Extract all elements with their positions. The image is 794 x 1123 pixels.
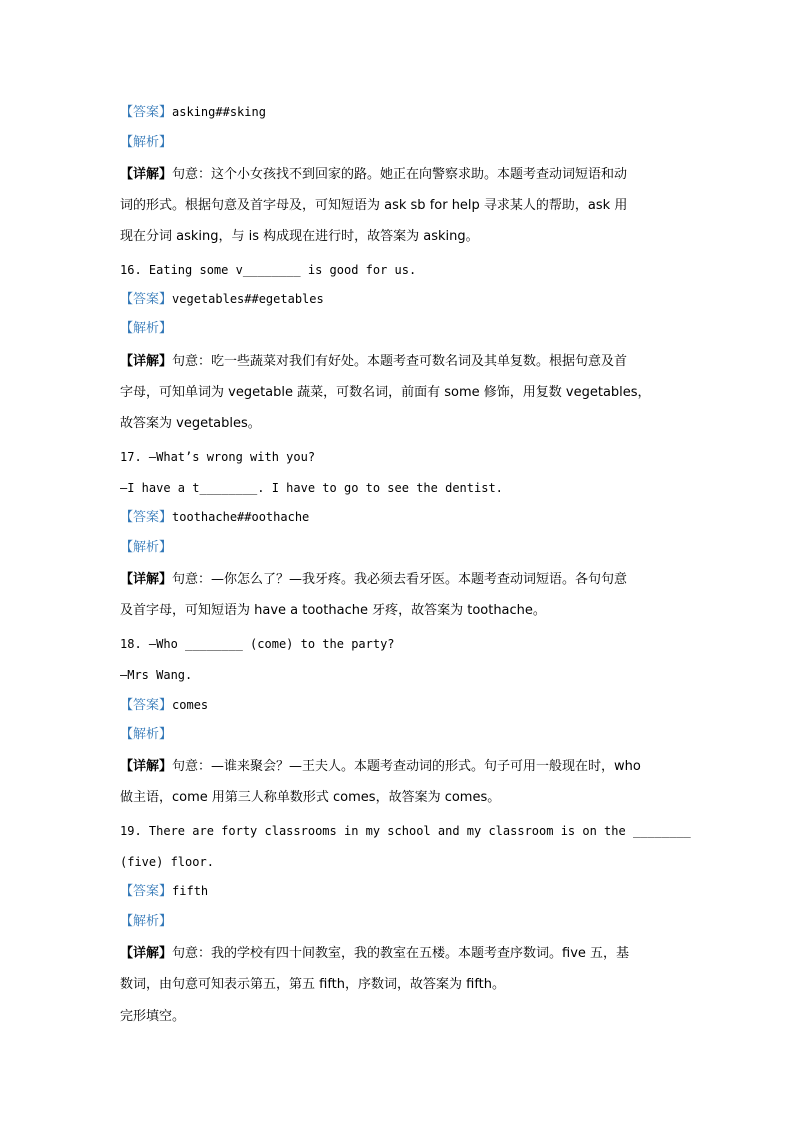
answer-label: 【答案】: [120, 292, 173, 307]
analysis-label: 【解析】: [120, 540, 173, 555]
answer-label: 【答案】: [120, 105, 173, 120]
question-18-line-1: 18. —Who ________ (come) to the party?: [120, 637, 395, 651]
answer-line-16: [120, 288, 324, 310]
detail-text: 句意：—你怎么了？—我牙疼。我必须去看牙医。本题考查动词短语。各句句意: [172, 572, 628, 587]
answer-line-19: [120, 880, 208, 902]
detail-line-17-2: 及首字母，可知短语为 have a toothache 牙疼，故答案为 toothache。: [120, 603, 546, 618]
analysis-label: 【解析】: [120, 321, 173, 336]
detail-text: 句意：我的学校有四十间教室，我的教室在五楼。本题考查序数词。five 五，基: [172, 946, 630, 961]
detail-label: 【详解】: [120, 946, 173, 961]
answer-value: asking##sking: [172, 105, 266, 119]
answer-value: toothache##oothache: [172, 510, 310, 524]
answer-value: vegetables##egetables: [172, 292, 324, 306]
analysis-label: 【解析】: [120, 727, 173, 742]
answer-line-18: [120, 694, 208, 716]
question-19-line-2: (five) floor.: [120, 855, 214, 869]
analysis-label-16: [120, 318, 172, 340]
answer-value: fifth: [172, 884, 209, 898]
answer-line-17: [120, 506, 309, 528]
detail-line-17-1: [120, 569, 627, 591]
detail-text: 句意：这个小女孩找不到回家的路。她正在向警察求助。本题考查动词短语和动: [172, 167, 628, 182]
detail-line-16-1: [120, 351, 627, 373]
detail-label: 【详解】: [120, 354, 173, 369]
detail-line-16-2: 字母，可知单词为 vegetable 蔬菜，可数名词，前面有 some 修饰，用复数 vegetables，: [120, 385, 651, 400]
analysis-label-17: [120, 537, 172, 559]
answer-label: 【答案】: [120, 510, 173, 525]
detail-line-19-2: 数词，由句意可知表示第五，第五 fifth，序数词，故答案为 fifth。: [120, 977, 506, 992]
question-18-line-2: —Mrs Wang.: [120, 668, 193, 682]
analysis-label: 【解析】: [120, 135, 173, 150]
section-heading: 完形填空。: [120, 1009, 186, 1024]
answer-line-15: [120, 101, 266, 123]
analysis-label-15: [120, 132, 172, 154]
answer-label: 【答案】: [120, 884, 173, 899]
detail-text: 句意：—谁来聚会？—王夫人。本题考查动词的形式。句子可用一般现在时，who: [172, 759, 641, 774]
question-16: 16. Eating some v________ is good for us.: [120, 263, 417, 277]
detail-text: 句意：吃一些蔬菜对我们有好处。本题考查可数名词及其单复数。根据句意及首: [172, 354, 628, 369]
detail-line-15-2: 词的形式。根据句意及首字母及，可知短语为 ask sb for help 寻求某人的帮助，ask 用: [120, 198, 628, 213]
detail-label: 【详解】: [120, 572, 173, 587]
question-19-line-1: 19. There are forty classrooms in my school and my classroom is on the ________: [120, 824, 691, 838]
detail-line-15-3: 现在分词 asking，与 is 构成现在进行时，故答案为 asking。: [120, 229, 479, 244]
analysis-label-19: [120, 911, 172, 933]
answer-label: 【答案】: [120, 698, 173, 713]
question-17-line-1: 17. —What’s wrong with you?: [120, 450, 316, 464]
detail-line-16-3: 故答案为 vegetables。: [120, 416, 261, 431]
answer-value: comes: [172, 698, 209, 712]
analysis-label: 【解析】: [120, 914, 173, 929]
detail-line-15-1: [120, 164, 627, 186]
detail-line-18-1: [120, 756, 641, 778]
question-17-line-2: —I have a t________. I have to go to see the dentist.: [120, 481, 503, 495]
detail-line-18-2: 做主语，come 用第三人称单数形式 comes，故答案为 comes。: [120, 790, 501, 805]
detail-label: 【详解】: [120, 759, 173, 774]
detail-label: 【详解】: [120, 167, 173, 182]
detail-line-19-1: [120, 943, 629, 965]
analysis-label-18: [120, 724, 172, 746]
